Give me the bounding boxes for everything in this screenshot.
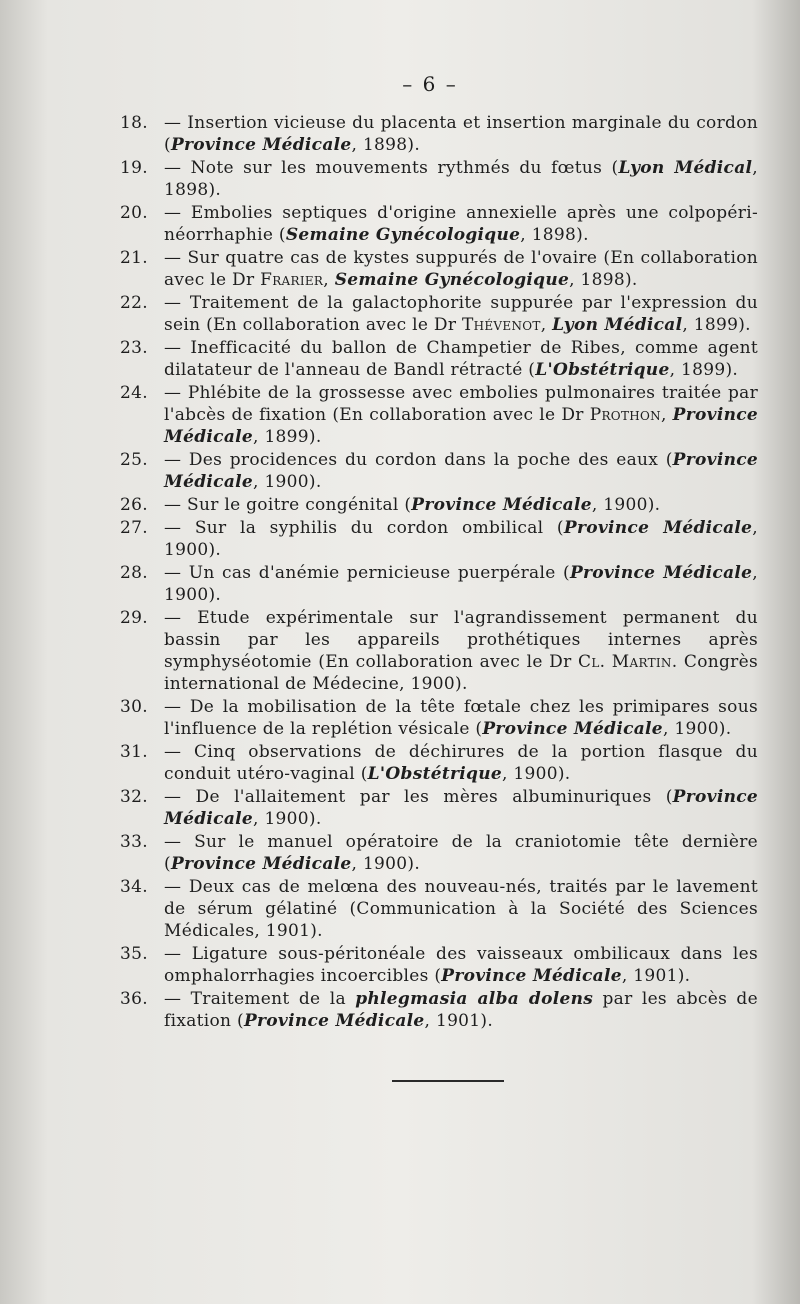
entry-text: , 1899). (253, 427, 322, 447)
entry-text: — Un cas d'anémie pernicieuse puerpérale ( (164, 563, 570, 583)
journal-title: Province Médicale (170, 135, 352, 155)
entry-number: 30. (120, 697, 148, 717)
entry-text: — Sur la syphilis du cordon ombilical ( (164, 518, 564, 538)
list-item (120, 786, 758, 830)
journal-title: L'Obstétrique (367, 764, 502, 784)
entry-number: 36. (120, 989, 148, 1009)
journal-title: Lyon Médical (552, 315, 683, 335)
list-item (120, 247, 758, 291)
entry-text: , 1901). (424, 1011, 494, 1031)
entry-text: , 1901). (621, 966, 691, 986)
entry-text: , 1898). (164, 158, 759, 200)
entry-text: — Insertion vicieuse du placenta et insertion marginale du cordon ( (164, 113, 758, 155)
journal-title: Province Médicale (569, 563, 753, 583)
journal-title: Lyon Médical (618, 158, 753, 178)
entry-text: . Congrès international de Médecine, 1900). (164, 652, 758, 694)
entry-text: , 1900). (662, 719, 732, 739)
entry-text: — Sur le goitre congénital ( (164, 495, 412, 515)
entry-text: , (540, 315, 553, 335)
journal-title: Province Médicale (164, 405, 758, 447)
entry-text: , 1898). (569, 270, 638, 290)
entry-text: — Note sur les mouvements rythmés du fœtus ( (164, 158, 619, 178)
list-item (120, 562, 758, 606)
list-item (120, 382, 758, 448)
entry-text: — Embolies septiques d'origine annexielle après une colpopéri-néorrhaphie ( (164, 203, 758, 245)
entry-number: 28. (120, 563, 148, 583)
list-item (120, 449, 758, 493)
collaborator-name: Prothon (589, 405, 661, 425)
entry-number: 26. (120, 495, 148, 515)
entry-text: — Etude expérimentale sur l'agrandissement permanent du bassin par les appareils prothétiques internes après symphyséotomie (En collaboration avec le Dr (164, 608, 758, 672)
list-item (120, 202, 758, 246)
latin-term: phlegmasia alba dolens (355, 989, 594, 1009)
list-item (120, 607, 758, 695)
entry-number: 31. (120, 742, 148, 762)
entry-text: — Phlébite de la grossesse avec embolies pulmonaires traitée par l'abcès de fixation (En collaboration avec le Dr (164, 383, 758, 425)
entry-text: — Inefficacité du ballon de Champetier de Ribes, comme agent dilatateur de l'anneau de Bandl rétracté ( (164, 338, 758, 380)
entry-text: , 1900). (164, 518, 758, 560)
entry-text: , 1898). (520, 225, 589, 245)
entry-number: 33. (120, 832, 148, 852)
list-item (120, 337, 758, 381)
journal-title: Province Médicale (563, 518, 753, 538)
journal-title: Semaine Gynécologique (334, 270, 570, 290)
journal-title: Province Médicale (441, 966, 622, 986)
entry-text: — Sur quatre cas de kystes suppurés de l'ovaire (En collaboration avec le Dr (164, 248, 758, 290)
entry-number: 23. (120, 338, 148, 358)
entry-text: , 1900). (351, 854, 421, 874)
entry-text: — Traitement de la galactophorite suppurée par l'expression du sein (En collaboration avec le Dr (164, 293, 758, 335)
collaborator-name: Cl. Martin (578, 652, 672, 672)
entry-text: , 1899). (669, 360, 739, 380)
entry-number: 29. (120, 608, 148, 628)
entry-number: 32. (120, 787, 148, 807)
journal-title: Province Médicale (170, 854, 352, 874)
entry-number: 24. (120, 383, 148, 403)
list-item (120, 292, 758, 336)
entry-text: — De l'allaitement par les mères albuminuriques ( (164, 787, 673, 807)
journal-title: Province Médicale (164, 787, 758, 829)
journal-title: Province Médicale (482, 719, 663, 739)
entry-number: 25. (120, 450, 148, 470)
list-item (120, 831, 758, 875)
list-item (120, 696, 758, 740)
entry-text: — Sur le manuel opératoire de la craniotomie tête dernière ( (164, 832, 758, 874)
entry-number: 21. (120, 248, 148, 268)
collaborator-name: Frarier (260, 270, 324, 290)
entry-text: — Deux cas de melœna des nouveau-nés, traités par le lavement de sérum gélatiné (Communication à la Société des Sciences Médicales, 1901). (164, 877, 758, 941)
entry-text: , 1900). (253, 472, 322, 492)
entry-text: — Ligature sous-péritonéale des vaisseaux ombilicaux dans les omphalorrhagies incoercibles ( (164, 944, 758, 986)
publication-list (120, 112, 759, 1033)
list-item (120, 517, 758, 561)
list-item (120, 988, 758, 1032)
entry-text: , 1900). (164, 563, 758, 605)
entry-number: 19. (120, 158, 148, 178)
entry-text: — De la mobilisation de la tête fœtale chez les primipares sous l'influence de la replétion vésicale ( (164, 697, 758, 739)
list-item (120, 741, 758, 785)
entry-number: 18. (120, 113, 148, 133)
entry-text: — Des procidences du cordon dans la poche des eaux ( (164, 450, 673, 470)
entry-text: , 1898). (351, 135, 421, 155)
entry-text: par les abcès de fixation ( (164, 989, 758, 1031)
collaborator-name: Thévenot (461, 315, 541, 335)
end-rule-divider (392, 1080, 504, 1082)
entry-text: , 1899). (682, 315, 751, 335)
entry-text: , 1900). (591, 495, 661, 515)
entry-number: 27. (120, 518, 148, 538)
entry-text: — Traitement de la (164, 989, 356, 1009)
page-number: – 6 – (402, 72, 458, 96)
journal-title: L'Obstétrique (535, 360, 670, 380)
list-item (120, 157, 759, 201)
entry-text: , (323, 270, 335, 290)
entry-text: , 1900). (502, 764, 571, 784)
list-item (120, 112, 758, 156)
journal-title: Province Médicale (411, 495, 592, 515)
journal-title: Province Médicale (164, 450, 758, 492)
entry-text: — Cinq observations de déchirures de la portion flasque du conduit utéro-vaginal ( (164, 742, 758, 784)
entry-text: , (660, 405, 673, 425)
journal-title: Province Médicale (243, 1011, 425, 1031)
list-item (120, 943, 758, 987)
journal-title: Semaine Gynécologique (285, 225, 521, 245)
entry-text: , 1900). (253, 809, 322, 829)
list-item (120, 494, 758, 516)
entry-number: 20. (120, 203, 148, 223)
entry-number: 35. (120, 944, 148, 964)
entry-number: 34. (120, 877, 148, 897)
entry-number: 22. (120, 293, 148, 313)
list-item (120, 876, 758, 942)
